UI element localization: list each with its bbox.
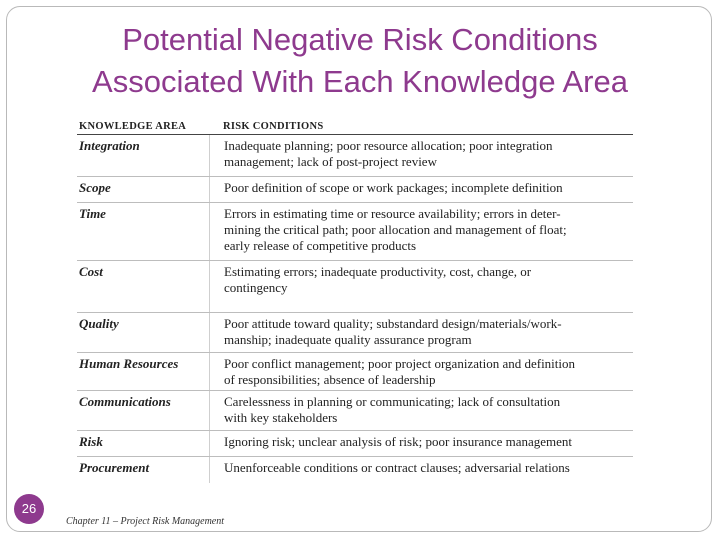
table-row xyxy=(77,457,633,483)
row-condition-line: Poor definition of scope or work packages; incomplete definition xyxy=(224,180,563,195)
row-conditions xyxy=(209,203,633,260)
row-area: Integration xyxy=(79,138,140,153)
row-condition-line: mining the critical path; poor allocation and management of float; xyxy=(224,222,567,237)
row-area: Human Resources xyxy=(79,356,179,371)
row-condition-line: early release of competitive products xyxy=(224,238,417,253)
row-condition-line: Ignoring risk; unclear analysis of risk; poor insurance management xyxy=(224,434,573,449)
slide-title-line-2: Associated With Each Knowledge Area xyxy=(92,64,628,99)
row-area: Quality xyxy=(79,316,119,331)
row-conditions xyxy=(209,177,633,202)
row-conditions xyxy=(209,261,633,312)
row-area: Time xyxy=(79,206,106,221)
row-area: Cost xyxy=(79,264,103,279)
table-row xyxy=(77,135,633,177)
row-conditions xyxy=(209,431,633,456)
row-conditions xyxy=(209,353,633,390)
slide-title-line-1: Potential Negative Risk Conditions xyxy=(122,22,598,57)
row-condition-line: with key stakeholders xyxy=(224,410,338,425)
table-row xyxy=(77,431,633,457)
table-row xyxy=(77,203,633,261)
row-condition-line: Carelessness in planning or communicating; lack of consultation xyxy=(224,394,561,409)
table-row xyxy=(77,391,633,431)
table-row xyxy=(77,313,633,353)
slide-number-badge: 26 xyxy=(14,494,44,524)
row-area: Scope xyxy=(79,180,111,195)
row-condition-line: Poor attitude toward quality; substandard design/materials/work- xyxy=(224,316,562,331)
row-area: Procurement xyxy=(79,460,150,475)
row-condition-line: Poor conflict management; poor project organization and definition xyxy=(224,356,576,371)
row-condition-line: Unenforceable conditions or contract clauses; adversarial relations xyxy=(224,460,570,475)
row-condition-line: Estimating errors; inadequate productivity, cost, change, or xyxy=(224,264,532,279)
row-conditions xyxy=(209,457,633,483)
row-area: Communications xyxy=(79,394,171,409)
table-row xyxy=(77,261,633,313)
table-row xyxy=(77,353,633,391)
row-area: Risk xyxy=(79,434,103,449)
row-condition-line: of responsibilities; absence of leadership xyxy=(224,372,436,387)
row-condition-line: management; lack of post-project review xyxy=(224,154,437,169)
slide-footer: Chapter 11 – Project Risk Management xyxy=(66,516,225,527)
header-knowledge-area: KNOWLEDGE AREA xyxy=(79,121,187,132)
header-risk-conditions: RISK CONDITIONS xyxy=(223,121,324,132)
row-condition-line: contingency xyxy=(224,280,288,295)
row-conditions xyxy=(209,391,633,430)
row-condition-line: manship; inadequate quality assurance program xyxy=(224,332,472,347)
table-header xyxy=(77,120,633,135)
row-condition-line: Errors in estimating time or resource availability; errors in deter- xyxy=(224,206,561,221)
row-conditions xyxy=(209,135,633,176)
row-conditions xyxy=(209,313,633,352)
table-row xyxy=(77,177,633,203)
risk-conditions-table xyxy=(77,120,633,483)
row-condition-line: Inadequate planning; poor resource allocation; poor integration xyxy=(224,138,553,153)
